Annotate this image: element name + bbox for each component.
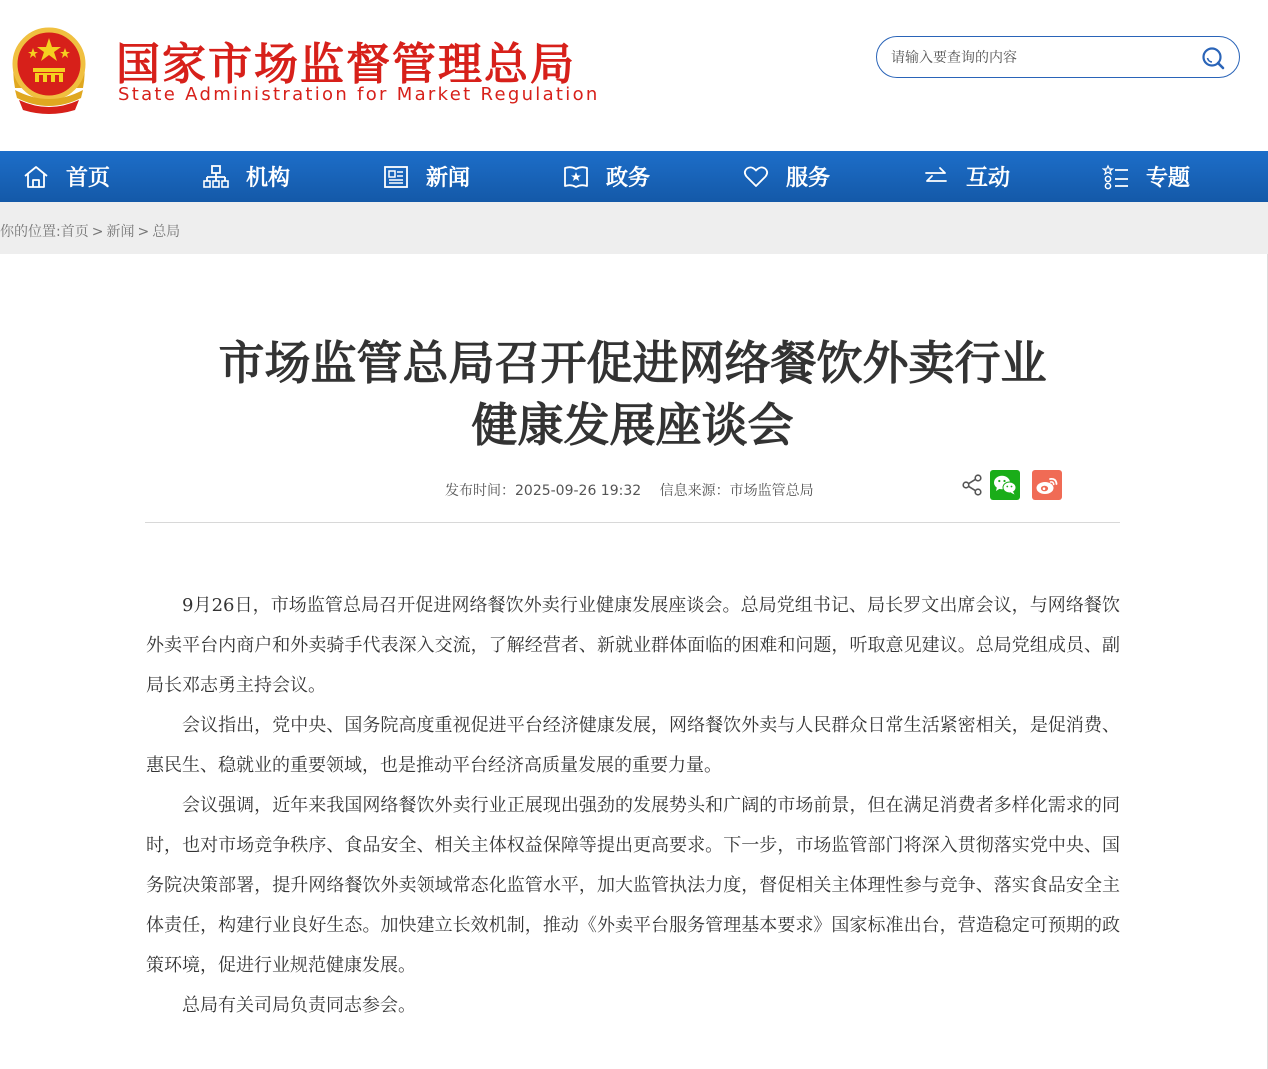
breadcrumb xyxy=(0,221,180,241)
site-logo-chinese[interactable]: 国家市场监督管理总局 xyxy=(116,39,576,90)
info-source: 信息来源：市场监管总局 xyxy=(659,483,814,499)
search-icon[interactable] xyxy=(1201,46,1225,70)
interaction-arrows-icon xyxy=(922,163,950,191)
org-icon xyxy=(202,163,230,191)
nav-item-news[interactable] xyxy=(360,151,540,202)
article-body xyxy=(146,586,1120,1026)
article-container xyxy=(0,254,1268,1069)
article-paragraph: 会议指出，党中央、国务院高度重视促进平台经济健康发展，网络餐饮外卖与人民群众日常生活紧密相关，是促消费、惠民生、稳就业的重要领域，也是推动平台经济高质量发展的重要力量。 xyxy=(146,715,1120,776)
breadcrumb-separator: > xyxy=(137,224,150,240)
article-title-line2: 健康发展座谈会 xyxy=(471,398,794,452)
news-icon xyxy=(382,163,410,191)
nav-label: 政务 xyxy=(606,166,651,191)
title-divider xyxy=(145,522,1120,523)
nav-label: 首页 xyxy=(66,166,111,191)
article-paragraph: 总局有关司局负责同志参会。 xyxy=(182,995,416,1016)
service-heart-icon xyxy=(742,163,770,191)
gov-affairs-icon xyxy=(562,163,590,191)
topic-list-icon xyxy=(1102,163,1130,191)
nav-label: 互动 xyxy=(966,166,1011,191)
article-title-line1: 市场监管总局召开促进网络餐饮外卖行业 xyxy=(218,336,1047,390)
nav-item-home[interactable] xyxy=(0,151,180,202)
nav-label: 服务 xyxy=(786,166,831,191)
breadcrumb-prefix: 你的位置: xyxy=(0,224,61,240)
main-nav xyxy=(0,151,1268,202)
nav-item-org[interactable] xyxy=(180,151,360,202)
nav-label: 新闻 xyxy=(426,166,471,191)
wechat-share-button[interactable] xyxy=(990,470,1020,500)
article-paragraph: 9月26日，市场监管总局召开促进网络餐饮外卖行业健康发展座谈会。总局党组书记、局长罗文出席会议，与网络餐饮外卖平台内商户和外卖骑手代表深入交流，了解经营者、新就业群体面临的困难和问题，听取意见建议。总局党组成员、副局长邓志勇主持会议。 xyxy=(146,595,1120,696)
article-meta xyxy=(445,480,828,500)
nav-item-gov-affairs[interactable] xyxy=(540,151,720,202)
breadcrumb-home-link[interactable]: 首页 xyxy=(60,224,89,240)
nav-label: 专题 xyxy=(1146,166,1191,191)
share-bar xyxy=(960,470,1062,500)
search-box xyxy=(876,36,1240,78)
nav-item-interaction[interactable] xyxy=(900,151,1080,202)
nav-label: 机构 xyxy=(246,166,291,191)
site-logo-english[interactable]: State Administration for Market Regulation xyxy=(118,84,600,105)
breadcrumb-bar xyxy=(0,202,1268,254)
article-paragraph: 会议强调，近年来我国网络餐饮外卖行业正展现出强劲的发展势头和广阔的市场前景，但在满足消费者多样化需求的同时，也对市场竞争秩序、食品安全、相关主体权益保障等提出更高要求。下一步，市场监管部门将深入贯彻落实党中央、国务院决策部署，提升网络餐饮外卖领域常态化监管水平，加大监管执法力度，督促相关主体理性参与竞争、落实食品安全主体责任，构建行业良好生态。加快建立长效机制，推动《外卖平台服务管理基本要求》国家标准出台，营造稳定可预期的政策环境，促进行业规范健康发展。 xyxy=(146,795,1120,976)
weibo-icon xyxy=(1035,474,1059,496)
breadcrumb-headquarters-link[interactable]: 总局 xyxy=(152,224,181,240)
breadcrumb-separator: > xyxy=(91,224,104,240)
national-emblem-icon[interactable] xyxy=(5,18,93,114)
search-input[interactable] xyxy=(891,47,1181,69)
nav-item-topics[interactable] xyxy=(1080,151,1260,202)
publish-time: 发布时间：2025-09-26 19:32 xyxy=(445,483,642,499)
article-title xyxy=(145,332,1120,456)
home-icon xyxy=(22,163,50,191)
weibo-share-button[interactable] xyxy=(1032,470,1062,500)
nav-item-service[interactable] xyxy=(720,151,900,202)
wechat-icon xyxy=(993,474,1017,496)
site-header xyxy=(0,0,1268,151)
breadcrumb-news-link[interactable]: 新闻 xyxy=(106,224,135,240)
share-icon[interactable] xyxy=(960,473,984,497)
